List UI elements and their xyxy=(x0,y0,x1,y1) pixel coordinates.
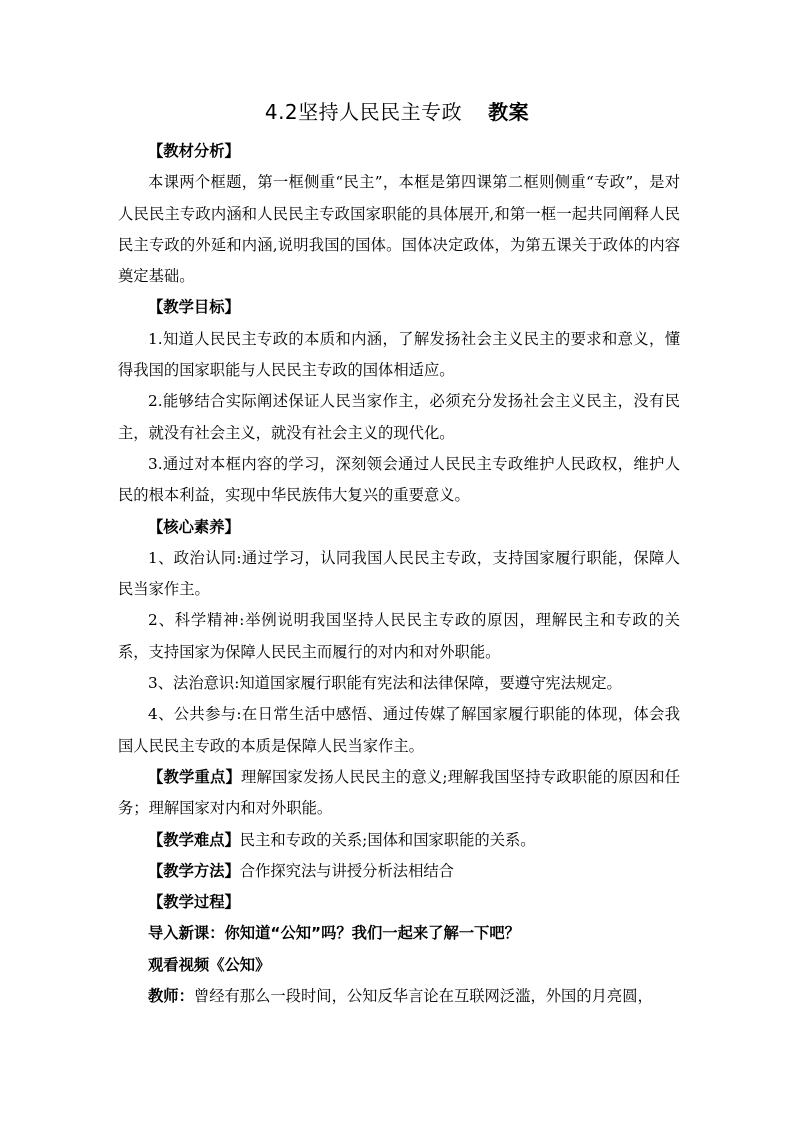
analysis-heading: 【教材分析】 xyxy=(148,142,240,160)
method-paragraph xyxy=(118,856,680,887)
intro-text: 你知道“公知”吗？我们一起来了解一下吧？ xyxy=(224,924,520,943)
difficult-points-text: 民主和专政的关系;国体和国家职能的关系。 xyxy=(239,830,536,849)
video-line: 观看视频《公知》 xyxy=(148,955,271,974)
difficult-points-label: 【教学难点】 xyxy=(148,830,240,849)
method-text: 合作探究法与讲授分析法相结合 xyxy=(239,861,454,880)
goal-item-3: 3.通过对本框内容的学习，深刻领会通过人民民主专政维护人民政权，维护人民的根本利益，实现中华民族伟大复兴的重要意义。 xyxy=(118,454,680,505)
goal-item-2: 2.能够结合实际阐述保证人民当家作主，必须充分发扬社会主义民主，没有民主，就没有社会主义，就没有社会主义的现代化。 xyxy=(118,392,680,442)
goal-item-1: 1.知道人民民主专政的本质和内涵，了解发扬社会主义民主的要求和意义，懂得我国的国家职能与人民民主专政的国体相适应。 xyxy=(118,329,680,380)
title-main: 4.2坚持人民民主专政 xyxy=(264,100,463,124)
teacher-text: 曾经有那么一段时间，公知反华言论在互联网泛滥，外国的月亮圆， xyxy=(193,987,653,1006)
process-heading: 【教学过程】 xyxy=(148,893,240,912)
goals-heading: 【教学目标】 xyxy=(148,298,240,317)
title-sub: 教案 xyxy=(488,100,530,124)
intro-paragraph xyxy=(118,918,680,949)
literacy-item-3: 3、法治意识:知道国家履行职能有宪法和法律保障，要遵守宪法规定。 xyxy=(148,674,622,693)
literacy-heading: 【核心素养】 xyxy=(148,517,240,536)
teacher-label: 教师： xyxy=(148,987,194,1006)
document-body xyxy=(118,136,680,1012)
literacy-item-4: 4、公共参与:在日常生活中感悟、通过传媒了解国家履行职能的体现，体会我国人民民主专政的本质是保障人民当家作主。 xyxy=(118,705,680,755)
literacy-item-2: 2、科学精神:举例说明我国坚持人民民主专政的原因，理解民主和专政的关系，支持国家为保障人民民主而履行的对内和对外职能。 xyxy=(118,611,680,661)
document-title xyxy=(0,98,794,126)
key-points-paragraph xyxy=(118,762,680,825)
analysis-paragraph: 本课两个框题，第一框侧重“民主”，本框是第四课第二框则侧重“专政”，是对人民民主专政内涵和人民民主专政国家职能的具体展开,和第一框一起共同阐释人民民主专政的外延和内涵,说明我国的国体。国体决定政体，为第五课关于政体的内容奠定基础。 xyxy=(118,173,680,286)
key-points-text: 理解国家发扬人民民主的意义;理解我国坚持专政职能的原因和任务；理解国家对内和对外职能。 xyxy=(118,767,680,818)
key-points-label: 【教学重点】 xyxy=(148,767,241,786)
teacher-paragraph xyxy=(118,981,680,1012)
method-label: 【教学方法】 xyxy=(148,861,240,880)
difficult-points-paragraph xyxy=(118,825,680,856)
literacy-item-1: 1、政治认同:通过学习，认同我国人民民主专政，支持国家履行职能，保障人民当家作主。 xyxy=(118,548,680,599)
intro-label: 导入新课： xyxy=(148,924,225,943)
